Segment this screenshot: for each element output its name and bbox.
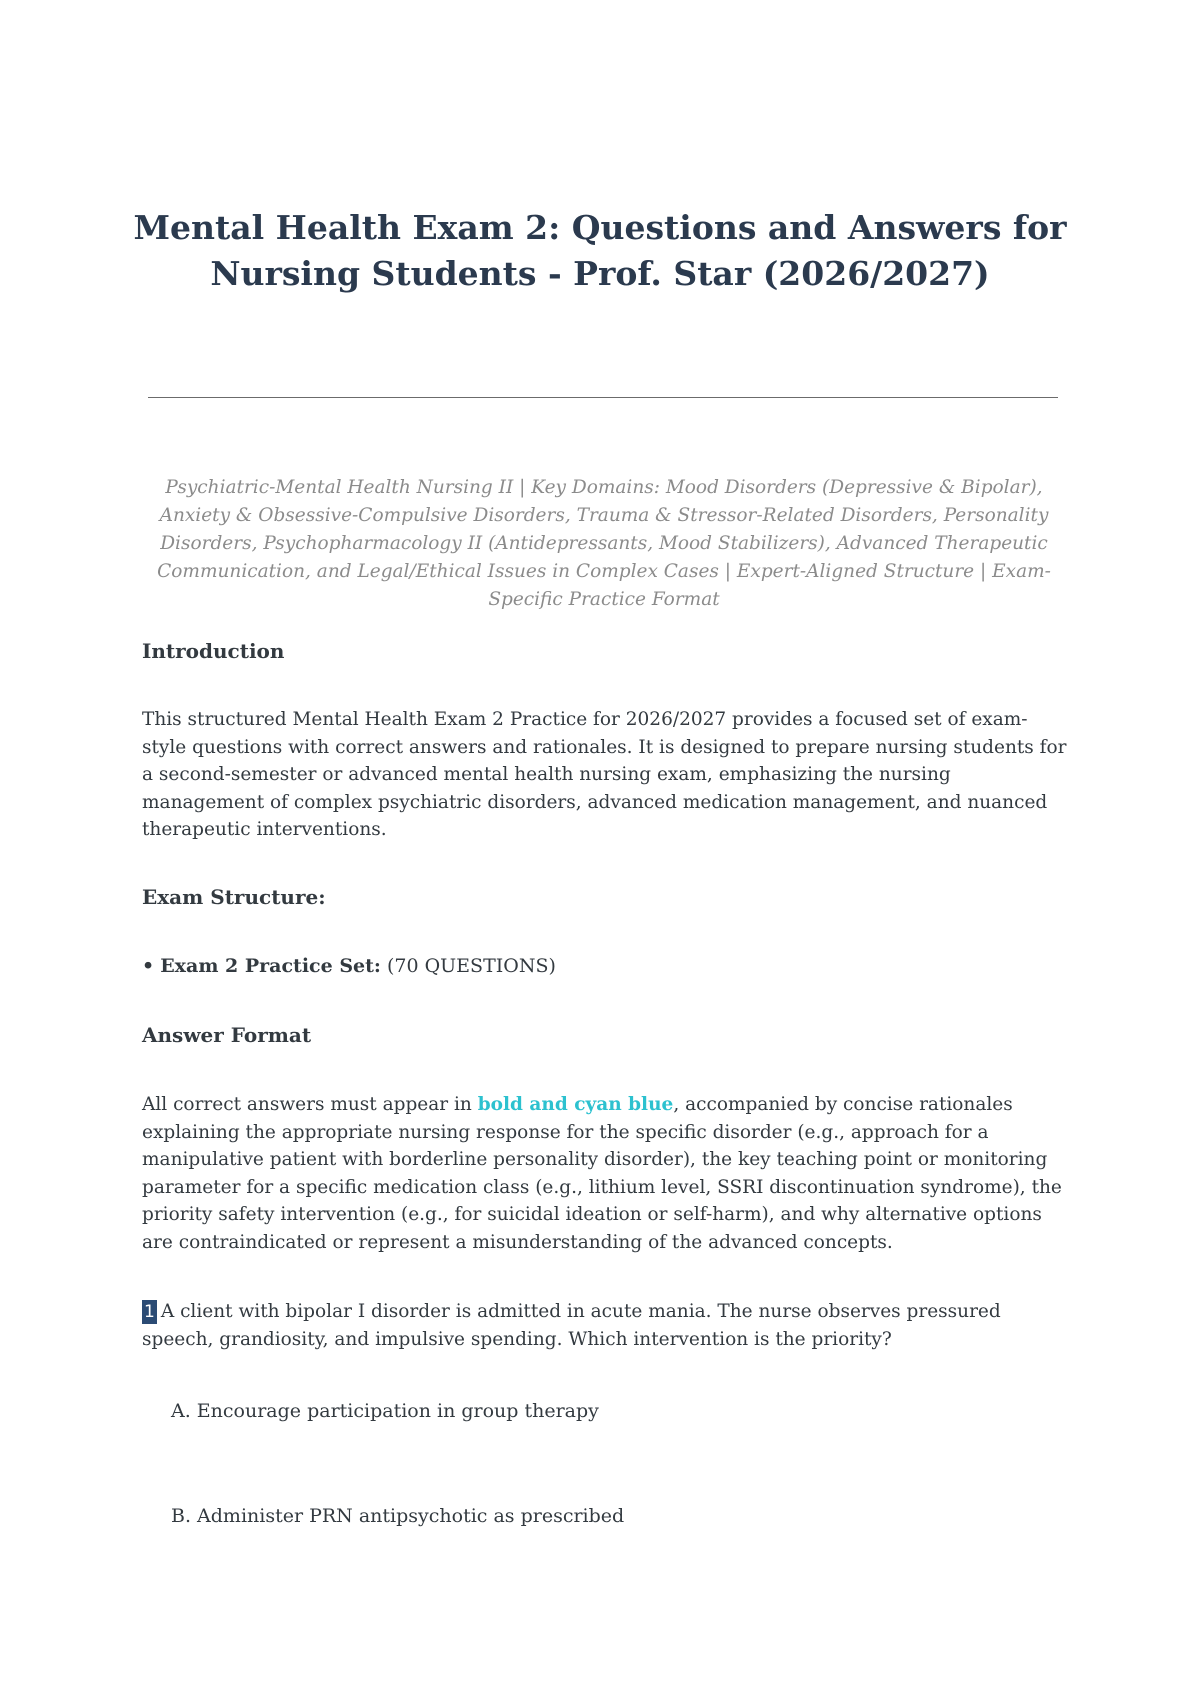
- question-number-badge: 1: [144, 1302, 155, 1322]
- title-line-2: Nursing Students - Prof. Star (2026/2027): [210, 254, 990, 293]
- bullet-label: Exam 2 Practice Set:: [160, 955, 381, 977]
- bullet-marker: •: [142, 955, 155, 977]
- document-title: [120, 205, 1080, 297]
- title-divider: [148, 397, 1058, 398]
- answer-format-paragraph: [142, 1091, 1067, 1256]
- exam-structure-heading: Exam Structure:: [142, 885, 326, 909]
- question-1-option-a[interactable]: A. Encourage participation in group therapy: [171, 1400, 599, 1422]
- answer-format-highlight: bold and cyan blue: [477, 1094, 674, 1115]
- introduction-paragraph: This structured Mental Health Exam 2 Practice for 2026/2027 provides a focused set of exam-style questions with correct answers and rationales. It is designed to prepare nursing students for a second-semester or advanced mental health nursing exam, emphasizing the nursing management of complex psychiatric disorders, advanced medication management, and nuanced therapeutic interventions.: [142, 709, 1067, 840]
- title-line-1: Mental Health Exam 2: Questions and Answers for: [133, 208, 1067, 247]
- answer-format-text-after: , accompanied by concise rationales explaining the appropriate nursing response for the specific disorder (e.g., approach for a manipulative patient with borderline personality disorder), the key teaching point or monitoring parameter for a specific medication class (e.g., lithium level, SSRI discontinuation syndrome), the priority safety intervention (e.g., for suicidal ideation or self-harm), and why alternative options are contraindicated or represent a misunderstanding of the advanced concepts.: [142, 1094, 1062, 1253]
- document-subtitle: Psychiatric-Mental Health Nursing II | Key Domains: Mood Disorders (Depressive & Bipolar), Anxiety & Obsessive-Compulsive Disorders, Trauma & Stressor-Related Disorders, Personality Disorders, Psychopharmacology II (Antidepressants, Mood Stabilizers), Advanced Therapeutic Communication, and Legal/Ethical Issues in Complex Cases | Expert-Aligned Structure | Exam-Specific Practice Format: [157, 477, 1051, 610]
- question-1-text: A client with bipolar I disorder is admitted in acute mania. The nurse observes pressured speech, grandiosity, and impulsive spending. Which intervention is the priority?: [142, 1301, 1001, 1350]
- question-1-option-b[interactable]: B. Administer PRN antipsychotic as prescribed: [171, 1505, 625, 1527]
- introduction-heading: Introduction: [142, 639, 285, 663]
- answer-format-heading: Answer Format: [142, 1023, 312, 1047]
- answer-format-text-before: All correct answers must appear in: [142, 1094, 478, 1115]
- bullet-value: (70 QUESTIONS): [386, 955, 556, 977]
- exam-structure-bullet: [142, 952, 556, 980]
- question-1: [142, 1298, 1067, 1353]
